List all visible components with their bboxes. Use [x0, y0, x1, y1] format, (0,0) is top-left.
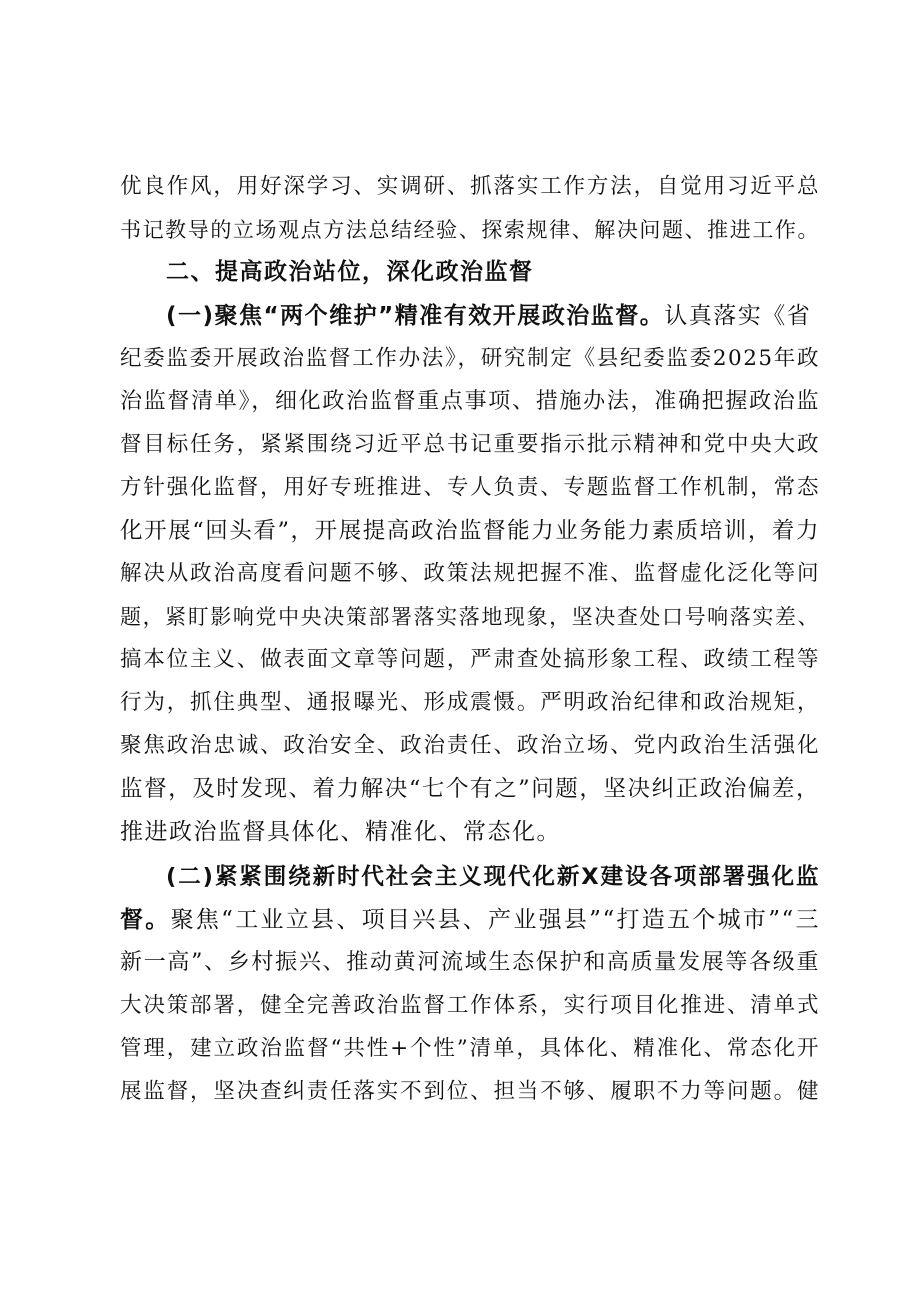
body-text-line: 化开展“回头看”，开展提高政治监督能力业务能力素质培训，着力 — [120, 518, 820, 544]
body-text-run: 认真落实《省 — [664, 303, 812, 329]
body-text-line: 管理，建立政治监督“共性+个性”清单，具体化、精准化、常态化开 — [120, 1036, 820, 1061]
section-heading: 二、提高政治站位，深化政治监督 — [166, 259, 534, 285]
body-text-line: 搞本位主义、做表面文章等问题，严肃查处搞形象工程、政绩工程等 — [120, 647, 820, 672]
body-text-line: 优良作风，用好深学习、实调研、抓落实工作方法，自觉用习近平总 — [120, 174, 820, 199]
subsection-line — [166, 301, 820, 331]
body-text-line: 书记教导的立场观点方法总结经验、探索规律、解决问题、推进工作。 — [120, 218, 820, 242]
subsection-heading: (二)紧紧围绕新时代社会主义现代化新X建设各项部署强化监 — [166, 864, 820, 890]
body-text-run: 聚焦“工业立县、项目兴县、产业强县”“打造五个城市”“三 — [170, 907, 821, 933]
body-text-line: 解决从政治高度看问题不够、政策法规把握不准、监督虚化泛化等问 — [120, 561, 820, 586]
body-text-line: 方针强化监督，用好专班推进、专人负责、专题监督工作机制，常态 — [120, 475, 820, 500]
subsection-heading-end: 督。 — [120, 907, 171, 933]
body-text-line: 行为，抓住典型、通报曝光、形成震慑。严明政治纪律和政治规矩， — [120, 690, 820, 715]
body-text-line: 督目标任务，紧紧围绕习近平总书记重要指示批示精神和党中央大政 — [120, 432, 820, 457]
subsection-heading: (一)聚焦“两个维护”精准有效开展政治监督。 — [166, 303, 665, 329]
subsection-line — [120, 905, 820, 935]
body-text-line: 大决策部署，健全完善政治监督工作体系，实行项目化推进、清单式 — [120, 993, 820, 1018]
body-text-line: 纪委监委开展政治监督工作办法》，研究制定《县纪委监委2025年政 — [120, 346, 820, 371]
body-text-line: 治监督清单》，细化政治监督重点事项、措施办法，准确把握政治监 — [120, 389, 820, 414]
body-text-line: 题，紧盯影响党中央决策部署落实落地现象，坚决查处口号响落实差、 — [120, 605, 820, 629]
body-text-line: 推进政治监督具体化、精准化、常态化。 — [120, 819, 561, 845]
body-text-line: 监督，及时发现、着力解决“七个有之”问题，坚决纠正政治偏差， — [120, 776, 820, 802]
body-text-line: 展监督，坚决查纠责任落实不到位、担当不够、履职不力等问题。健 — [120, 1079, 820, 1104]
body-text-line: 聚焦政治忠诚、政治安全、政治责任、政治立场、党内政治生活强化 — [120, 733, 820, 758]
body-text-line: 新一高”、乡村振兴、推动黄河流域生态保护和高质量发展等各级重 — [120, 950, 820, 975]
